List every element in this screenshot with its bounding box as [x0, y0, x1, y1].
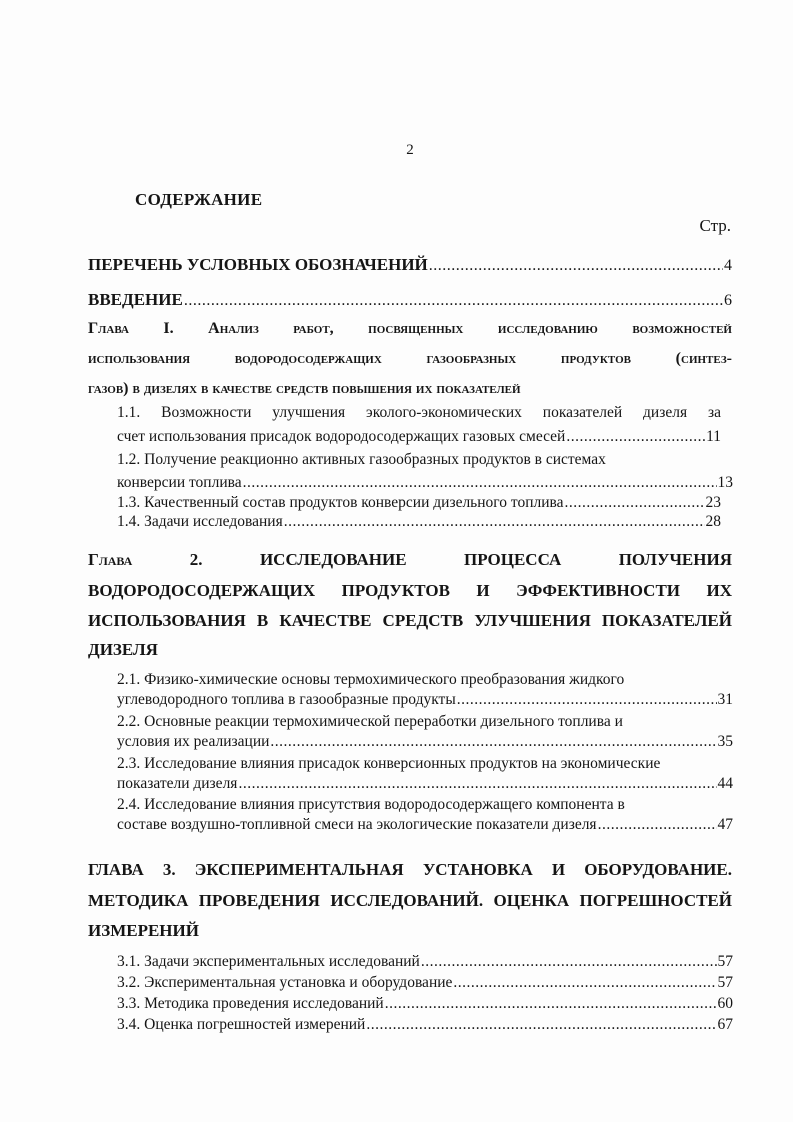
dot-leader	[184, 292, 723, 310]
toc-entry-text: конверсии топлива	[117, 474, 242, 491]
toc-page-number: 57	[717, 974, 733, 991]
toc-section-2-3[interactable]	[117, 775, 733, 793]
toc-entry-introduction[interactable]	[88, 290, 732, 310]
toc-page-number: 4	[724, 257, 732, 274]
toc-section-3-1[interactable]	[117, 953, 733, 971]
page-number: 2	[406, 142, 414, 158]
dot-leader	[457, 691, 717, 709]
toc-page-number: 11	[706, 428, 721, 445]
toc-page-number: 31	[717, 691, 733, 708]
toc-section-1-1[interactable]	[117, 428, 721, 446]
chapter-2-heading-line: ИСПОЛЬЗОВАНИЯ В КАЧЕСТВЕ СРЕДСТВ УЛУЧШЕНИЯ ПОКАЗАТЕЛЕЙ	[88, 611, 732, 630]
toc-entry-text: 3.1. Задачи экспериментальных исследований	[117, 953, 420, 970]
toc-entry-text: углеводородного топлива в газообразные продукты	[117, 691, 456, 708]
toc-entry-abbreviations[interactable]	[88, 255, 732, 275]
toc-section-1-2[interactable]	[117, 474, 733, 492]
toc-page-number: 60	[717, 995, 733, 1012]
toc-entry-text: условия их реализации	[117, 733, 270, 750]
dot-leader	[429, 257, 723, 275]
dot-leader	[243, 474, 717, 492]
toc-page-number: 35	[717, 733, 733, 750]
toc-section-2-3-line1[interactable]: 2.3. Исследование влияния присадок конверсионных продуктов на экономические	[117, 755, 661, 772]
toc-section-2-1[interactable]	[117, 691, 733, 709]
dot-leader	[565, 494, 705, 512]
dot-leader	[598, 816, 717, 834]
chapter-3-heading-line: ИЗМЕРЕНИЙ	[88, 921, 199, 940]
toc-page-number: 23	[705, 494, 721, 511]
dot-leader	[453, 974, 716, 992]
dot-leader	[270, 733, 716, 751]
page-title: СОДЕРЖАНИЕ	[135, 190, 263, 209]
dot-leader	[238, 775, 716, 793]
toc-section-2-4-line1[interactable]: 2.4. Исследование влияния присутствия водородосодержащего компонента в	[117, 796, 625, 813]
toc-section-3-3[interactable]	[117, 995, 733, 1013]
chapter-2-heading-line: Глава 2. ИССЛЕДОВАНИЕ ПРОЦЕССА ПОЛУЧЕНИЯ	[88, 550, 732, 569]
toc-section-2-4[interactable]	[117, 816, 733, 834]
chapter-1-heading-line: Глава I. Анализ работ, посвященных исследованию возможностей	[88, 320, 732, 337]
toc-entry-text: показатели дизеля	[117, 775, 238, 792]
toc-page-number: 13	[717, 474, 733, 491]
toc-entry-text: 1.4. Задачи исследования	[117, 513, 283, 530]
toc-page-number: 28	[705, 513, 721, 530]
toc-section-1-4[interactable]	[117, 513, 721, 531]
chapter-1-heading-line: газов) в дизелях в качестве средств повышения их показателей	[88, 380, 521, 397]
toc-entry-text: 3.2. Экспериментальная установка и оборудование	[117, 974, 453, 991]
toc-entry-text: ВВЕДЕНИЕ	[88, 290, 183, 309]
page-column-label: Стр.	[699, 216, 731, 235]
chapter-2-heading-line: ВОДОРОДОСОДЕРЖАЩИХ ПРОДУКТОВ И ЭФФЕКТИВНОСТИ ИХ	[88, 581, 732, 600]
chapter-3-heading-line: ГЛАВА 3. ЭКСПЕРИМЕНТАЛЬНАЯ УСТАНОВКА И ОБОРУДОВАНИЕ.	[88, 860, 732, 879]
toc-entry-text: ПЕРЕЧЕНЬ УСЛОВНЫХ ОБОЗНАЧЕНИЙ	[88, 255, 428, 274]
toc-entry-text: 1.3. Качественный состав продуктов конверсии дизельного топлива	[117, 494, 564, 511]
dot-leader	[385, 995, 717, 1013]
dot-leader	[366, 1016, 716, 1034]
toc-page-number: 57	[717, 953, 733, 970]
toc-section-1-2-line1[interactable]: 1.2. Получение реакционно активных газообразных продуктов в системах	[117, 451, 606, 468]
toc-section-3-2[interactable]	[117, 974, 733, 992]
toc-entry-text: счет использования присадок водородосодержащих газовых смесей	[117, 428, 566, 445]
toc-section-2-1-line1[interactable]: 2.1. Физико-химические основы термохимического преобразования жидкого	[117, 671, 625, 688]
dot-leader	[566, 428, 705, 446]
toc-page-number: 67	[717, 1016, 733, 1033]
toc-page-number: 6	[724, 292, 732, 309]
toc-section-2-2-line1[interactable]: 2.2. Основные реакции термохимической переработки дизельного топлива и	[117, 713, 623, 730]
chapter-3-heading-line: МЕТОДИКА ПРОВЕДЕНИЯ ИССЛЕДОВАНИЙ. ОЦЕНКА ПОГРЕШНОСТЕЙ	[88, 891, 732, 910]
toc-section-1-1-line1[interactable]: 1.1. Возможности улучшения эколого-экономических показателей дизеля за	[117, 404, 721, 421]
toc-page-number: 44	[717, 775, 733, 792]
toc-section-2-2[interactable]	[117, 733, 733, 751]
dot-leader	[284, 513, 705, 531]
chapter-1-heading-line: использования водородосодержащих газообразных продуктов (синтез-	[88, 350, 732, 367]
toc-entry-text: составе воздушно-топливной смеси на экологические показатели дизеля	[117, 816, 597, 833]
chapter-2-heading-line: ДИЗЕЛЯ	[88, 640, 158, 659]
dot-leader	[421, 953, 717, 971]
toc-entry-text: 3.3. Методика проведения исследований	[117, 995, 384, 1012]
toc-section-3-4[interactable]	[117, 1016, 733, 1034]
toc-entry-text: 3.4. Оценка погрешностей измерений	[117, 1016, 366, 1033]
toc-page-number: 47	[717, 816, 733, 833]
toc-section-1-3[interactable]	[117, 494, 721, 512]
